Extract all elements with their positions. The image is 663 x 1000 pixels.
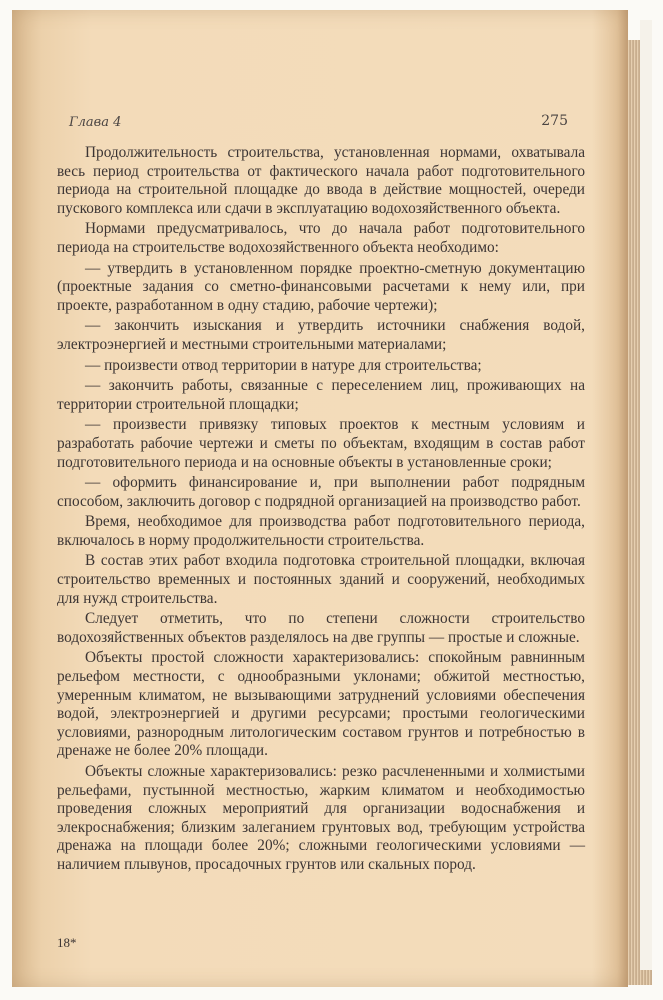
list-item: — произвести отвод территории в натуре для строительства; xyxy=(85,356,482,374)
paragraph: Время, необходимое для производства работ подготовительного периода, включалось в норму продолжительности строительства. xyxy=(57,513,585,549)
paragraph: Продолжительность строительства, установленная нормами, охватывала весь период строительства от фактического начала работ подготовительного периода на строительной площадке до ввода в действие мощностей, очереди пускового комплекса или сдачи в эксплуатацию водохозяйственного объекта. xyxy=(57,144,585,217)
running-header xyxy=(69,113,568,133)
paragraph: Объекты сложные характеризовались: резко расчлененными и холмистыми рельефами, пустынной местностью, жарким климатом и необходимостью проведения сложных мероприятий для организации водоснабжения и элекроснабжения; близким залеганием грунтовых вод, требующим устройства дренажа на площади более 20%; сложными геологическими условиями — наличием плывунов, просадочных грунтов или скальных пород. xyxy=(57,763,585,873)
list-item: — закончить работы, связанные с переселением лиц, проживающих на территории строительной площадки; xyxy=(57,377,585,413)
list-item: — утвердить в установленном порядке проектно-сметную документацию (проектные задания со сметно-финансовыми расчетами к нему или, при проекте, разработанном в одну стадию, рабочие чертежи); xyxy=(57,259,585,314)
chapter-label: Глава 4 xyxy=(69,115,122,130)
page-number: 275 xyxy=(541,113,568,129)
body-text xyxy=(57,144,585,877)
list-item: — произвести привязку типовых проектов к местным условиям и разработать рабочие чертежи и сметы по объектам, входящим в состав работ подготовительного периода и на основные объекты в установленные сроки; xyxy=(57,416,585,471)
list-item: — закончить изыскания и утвердить источники снабжения водой, электроэнергией и местными строительными материалами; xyxy=(57,317,585,353)
list-item: — оформить финансирование и, при выполнении работ подрядным способом, заключить договор с подрядной организацией на производство работ. xyxy=(57,474,585,510)
signature-mark: 18* xyxy=(57,935,77,950)
paragraph: В состав этих работ входила подготовка строительной площадки, включая строительство временных и постоянных зданий и сооружений, необходимых для нужд строительства. xyxy=(57,552,585,607)
paragraph: Объекты простой сложности характеризовались: спокойным равнинным рельефом местности, с однообразными уклонами; обжитой местностью, умеренным климатом, не вызывающими затруднений условиями обеспечения водой, электроэнергией и другими ресурсами; простыми геологическими условиями, разнородным литологическим составом грунтов и потребностью в дренаже не более 20% площади. xyxy=(57,649,585,760)
scan-margin xyxy=(640,20,652,970)
paragraph: Нормами предусматривалось, что до начала работ подготовительного периода на строительстве водохозяйственного объекта необходимо: xyxy=(57,220,585,256)
paragraph: Следует отметить, что по степени сложности строительство водохозяйственных объектов разделялось на две группы — простые и сложные. xyxy=(57,610,585,646)
